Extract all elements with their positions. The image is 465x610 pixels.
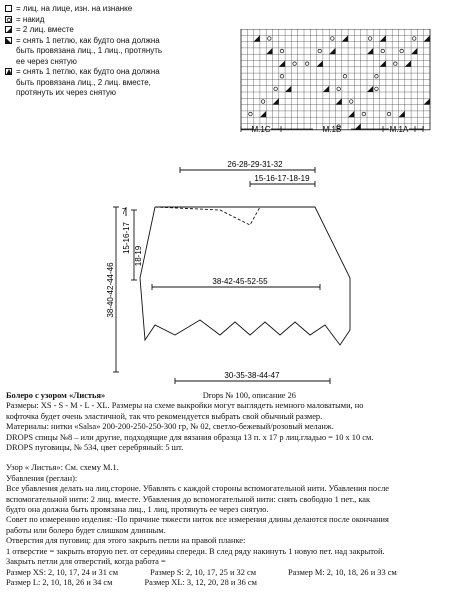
sizes-row	[6, 568, 458, 578]
k2tog-icon	[399, 111, 405, 117]
k2tog-icon	[411, 48, 417, 54]
yarn-over-icon	[280, 49, 284, 53]
label-armhole-depth: 15-16-17	[122, 221, 131, 255]
legend-item-sk2p	[5, 67, 233, 99]
yarn-over-icon	[331, 37, 335, 41]
label-armhole-depth-2: 18-19	[134, 245, 143, 267]
size-entry: Размер L: 2, 10, 18, 26 и 34 см	[6, 577, 113, 587]
repeat-label-m1a: M.1A	[389, 125, 409, 134]
knitting-chart	[233, 29, 463, 149]
k2tog-icon	[317, 61, 323, 67]
legend-text: = накид	[16, 14, 45, 24]
k2tog-icon	[424, 35, 430, 41]
k2tog-icon	[285, 86, 291, 92]
label-top-depth: 7	[121, 207, 127, 216]
yarn-over-icon	[5, 16, 12, 23]
yarn-over-icon	[368, 37, 372, 41]
text-line: Материалы: нитки «Salsa» 200-200-250-250-300 гр, № 02, светло-бежевый/розовый меланж.	[6, 422, 334, 432]
yarn-over-icon	[375, 74, 379, 78]
k2tog-icon	[254, 35, 260, 41]
k2tog-icon	[424, 98, 430, 104]
yarn-over-icon	[375, 87, 379, 91]
yarn-over-icon	[381, 49, 385, 53]
text-line: Совет по измерению изделия: -По причине тяжести ниток все измерения длины делаются после окончания	[6, 515, 389, 525]
label-top-width: 26-28-29-31-32	[227, 160, 283, 169]
legend-text: = снять 1 петлю, как будто она должна быть провязана лиц., 1 лиц., протянуть ее через снятую	[16, 35, 163, 66]
yarn-over-icon	[343, 74, 347, 78]
label-neck-width: 15-16-17-18-19	[254, 174, 310, 183]
text-line: Закрыть петли для отверстий, когда работа =	[6, 557, 166, 567]
k2tog-icon	[329, 48, 335, 54]
label-total-length: 38-40-42-44-46	[106, 262, 115, 318]
text-line: будто она должна быть провязана лиц., 1 лиц, протянуть ее через снятую.	[6, 505, 269, 515]
text-line: 1 отверстие = закрыть вторую пет. от середины спереди. В след ряду накинуть 1 новую пет. над закрытой.	[6, 546, 385, 556]
k2tog-icon	[380, 61, 386, 67]
yarn-over-icon	[349, 100, 353, 104]
text-line: Все убавления делать на лиц.стороне. Убавлять с каждой стороны вспомогательной нити. Убавления после	[6, 484, 390, 494]
drops-reference: Drops № 100, описание 26	[202, 391, 296, 400]
text-line: Отверстия для пуговиц: для этого закрыть петли на правой планке:	[6, 536, 246, 546]
k2tog-icon	[380, 35, 386, 41]
yarn-over-icon	[274, 87, 278, 91]
k2tog-icon	[348, 111, 354, 117]
k2tog-icon	[367, 48, 373, 54]
text-line: DROPS спицы №8 – или другие, подходящие для вязания образца 13 п. х 17 р лиц.гладью = 10 х 10 см.	[6, 432, 374, 442]
chart-symbols	[249, 35, 430, 130]
text-line: Размеры: XS - S - M - L - XL. Размеры на схеме выкройки могут выглядеть немного маловатыми, но	[6, 401, 364, 411]
size-entry: Размер XS: 2, 10, 17, 24 и 31 см	[6, 567, 119, 577]
yarn-over-icon	[318, 49, 322, 53]
yarn-over-icon	[305, 62, 309, 66]
chart-legend	[5, 4, 233, 99]
k2tog-icon	[279, 61, 285, 67]
text-line: DROPS пуговицы, № 534, цвет серебряный: 5 шт.	[6, 443, 184, 453]
size-entry: Размер M: 2, 10, 18, 26 и 33 см	[288, 567, 397, 577]
text-line: кофточка будет очень эластичной, так что рекомендуется выбрать свой обычный размер.	[6, 411, 323, 421]
yarn-over-icon	[394, 62, 398, 66]
yarn-over-icon	[400, 49, 404, 53]
yarn-over-icon	[280, 74, 284, 78]
pattern-title: Болеро с узором «Листья»	[6, 391, 106, 400]
label-chest-width: 38-42-45-52-55	[212, 277, 268, 286]
k2tog-icon	[342, 35, 348, 41]
label-bottom-width: 30-35-38-44-47	[224, 371, 280, 380]
pattern-text	[6, 391, 458, 588]
yarn-over-icon	[362, 112, 366, 116]
legend-text: = 2 лиц. вместе	[16, 25, 74, 34]
yarn-over-icon	[387, 112, 391, 116]
legend-text: = лиц. на лице, изн. на изнанке	[16, 4, 133, 13]
yarn-over-icon	[268, 37, 272, 41]
knit-square-icon	[5, 5, 12, 12]
legend-item-ssk	[5, 36, 233, 68]
k2tog-icon	[367, 86, 373, 92]
yarn-over-icon	[337, 87, 341, 91]
text-line: работы или болеро будет слишком длинным.	[6, 525, 166, 535]
k2tog-icon	[5, 26, 12, 33]
yarn-over-icon	[249, 112, 253, 116]
garment-outline-right	[140, 207, 350, 345]
k2tog-icon	[405, 61, 411, 67]
legend-item-yarn-over	[5, 15, 233, 26]
repeat-label-m1b: M.1B	[322, 125, 342, 134]
yarn-over-icon	[293, 62, 297, 66]
text-line: Убавления (реглан):	[6, 473, 78, 483]
k2tog-icon	[273, 98, 279, 104]
garment-schematic	[100, 150, 430, 390]
k2tog-icon	[260, 111, 266, 117]
sk2p-icon	[5, 68, 12, 75]
text-line: вспомогательной нити: 2 лиц. вместе. Убавления до вспомогательной нити: снять свободно 1 пет., как	[6, 494, 371, 504]
k2tog-icon	[323, 86, 329, 92]
size-entry: Размер S: 2, 10, 17, 25 и 32 см	[150, 567, 257, 577]
k2tog-icon	[266, 48, 272, 54]
text-line: Узор « Листья»: См. схему М.1.	[6, 463, 119, 473]
yarn-over-icon	[261, 100, 265, 104]
size-entry: Размер XL: 3, 12, 20, 28 и 36 см	[144, 577, 257, 587]
yarn-over-icon	[412, 37, 416, 41]
repeat-label-m1c: M.1C	[251, 125, 271, 134]
legend-item-k2tog	[5, 25, 233, 36]
legend-item-knit	[5, 4, 233, 15]
sizes-row	[6, 578, 458, 588]
ssk-icon	[5, 37, 12, 44]
k2tog-icon	[336, 98, 342, 104]
neck-line	[155, 207, 260, 225]
legend-text: = снять 1 петлю, как будто она должна быть провязана лиц., 2 лиц. вместе, протянуть их через снятую	[16, 67, 160, 97]
